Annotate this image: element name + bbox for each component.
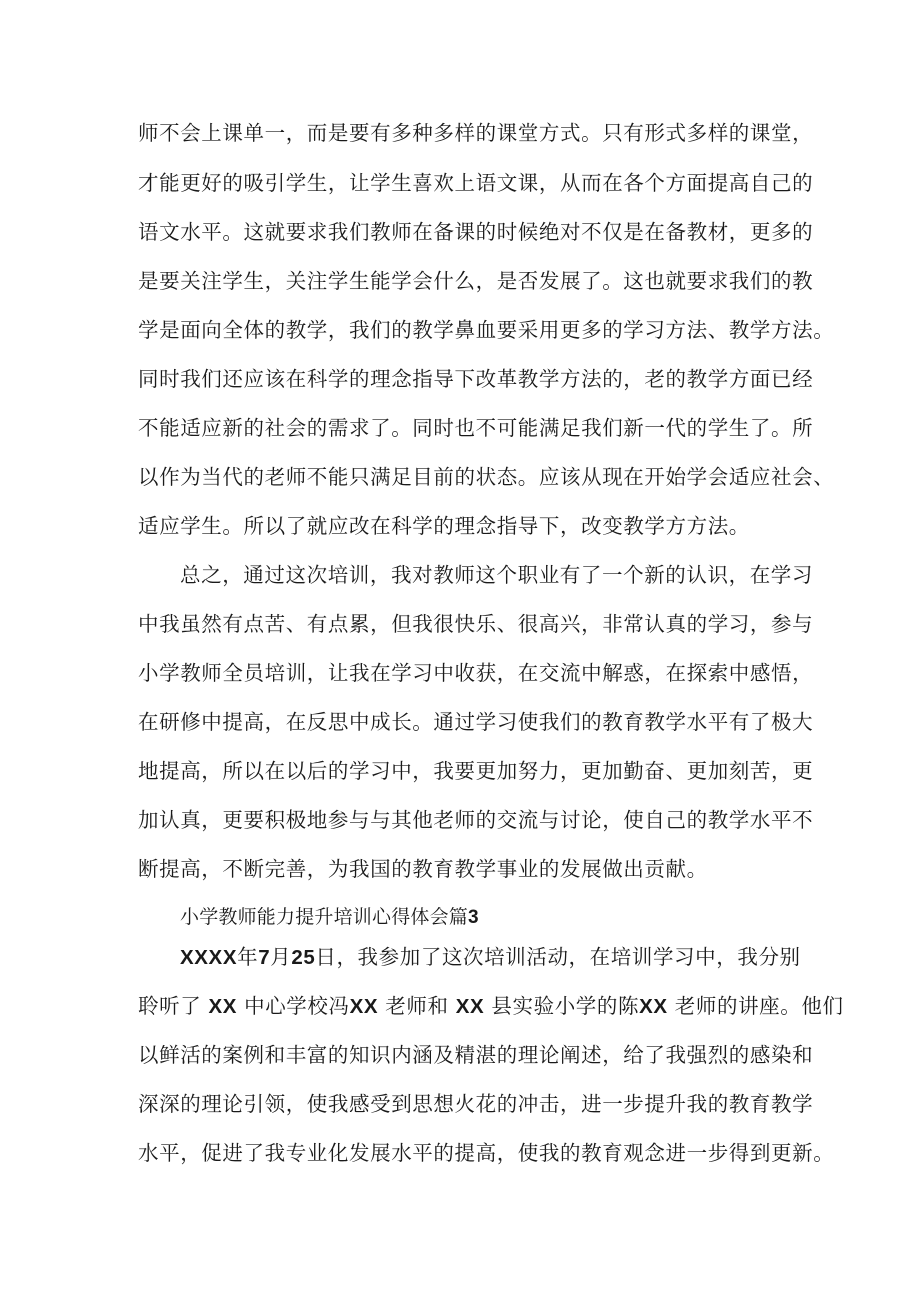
paragraph-line: 不能适应新的社会的需求了。同时也不可能满足我们新一代的学生了。所	[138, 416, 814, 440]
paragraph-line: 以作为当代的老师不能只满足目前的状态。应该从现在开始学会适应社会、	[138, 465, 835, 489]
paragraph-line: 学是面向全体的教学，我们的教学鼻血要采用更多的学习方法、教学方法。	[138, 318, 835, 342]
county-placeholder: XX	[455, 995, 485, 1018]
paragraph-line: 地提高，所以在以后的学习中，我要更加努力，更加勤奋、更加刻苦，更	[138, 759, 814, 783]
text-fragment: 日，我参加了这次培训活动，在培训学习中，我分别	[315, 945, 801, 969]
text-fragment: 聆听了	[138, 994, 202, 1018]
paragraph-line: 适应学生。所以了就应改在科学的理念指导下，改变教学方方法。	[138, 514, 750, 538]
month-value: 7	[258, 946, 271, 969]
text-fragment: 中心学校冯	[244, 994, 350, 1018]
text-fragment: 月	[270, 945, 292, 969]
paragraph-line: 才能更好的吸引学生，让学生喜欢上语文课，从而在各个方面提高自己的	[138, 171, 814, 195]
paragraph-line	[180, 942, 801, 972]
paragraph-line: 水平，促进了我专业化发展水平的提高，使我的教育观念进一步得到更新。	[138, 1141, 835, 1165]
teacher-placeholder: XX	[639, 995, 668, 1018]
paragraph-line: 深深的理论引领，使我感受到思想火花的冲击，进一步提升我的教育教学	[138, 1092, 814, 1116]
day-value: 25	[291, 946, 316, 969]
paragraph-line: 总之，通过这次培训，我对教师这个职业有了一个新的认识，在学习	[180, 563, 813, 587]
text-fragment: 老师的讲座。他们	[674, 994, 844, 1018]
paragraph-line: 以鲜活的案例和丰富的知识内涵及精湛的理论阐述，给了我强烈的感染和	[138, 1043, 814, 1067]
section-heading-number: 3	[468, 907, 479, 928]
teacher-placeholder: XX	[349, 995, 379, 1018]
school-placeholder: XX	[208, 995, 237, 1018]
section-heading-text: 小学教师能力提升培训心得体会篇	[180, 906, 469, 928]
section-heading	[180, 902, 479, 932]
year-placeholder: XXXX	[180, 946, 238, 969]
paragraph-line: 小学教师全员培训，让我在学习中收获，在交流中解惑，在探索中感悟，	[138, 661, 814, 685]
text-fragment: 老师和	[385, 994, 449, 1018]
paragraph-line: 加认真，更要积极地参与与其他老师的交流与讨论，使自己的教学水平不	[138, 808, 814, 832]
paragraph-line: 师不会上课单一，而是要有多种多样的课堂方式。只有形式多样的课堂，	[138, 121, 814, 145]
paragraph-line: 中我虽然有点苦、有点累，但我很快乐、很高兴，非常认真的学习，参与	[138, 612, 814, 636]
text-fragment: 年	[237, 945, 259, 969]
paragraph-line: 在研修中提高，在反思中成长。通过学习使我们的教育教学水平有了极大	[138, 710, 814, 734]
text-fragment: 县实验小学的陈	[491, 994, 640, 1018]
paragraph-line: 断提高，不断完善，为我国的教育教学事业的发展做出贡献。	[138, 857, 708, 881]
paragraph-line: 语文水平。这就要求我们教师在备课的时候绝对不仅是在备教材，更多的	[138, 220, 814, 244]
paragraph-line: 同时我们还应该在科学的理念指导下改革教学方法的，老的教学方面已经	[138, 367, 814, 391]
paragraph-line	[138, 991, 844, 1021]
paragraph-line: 是要关注学生，关注学生能学会什么，是否发展了。这也就要求我们的教	[138, 269, 814, 293]
